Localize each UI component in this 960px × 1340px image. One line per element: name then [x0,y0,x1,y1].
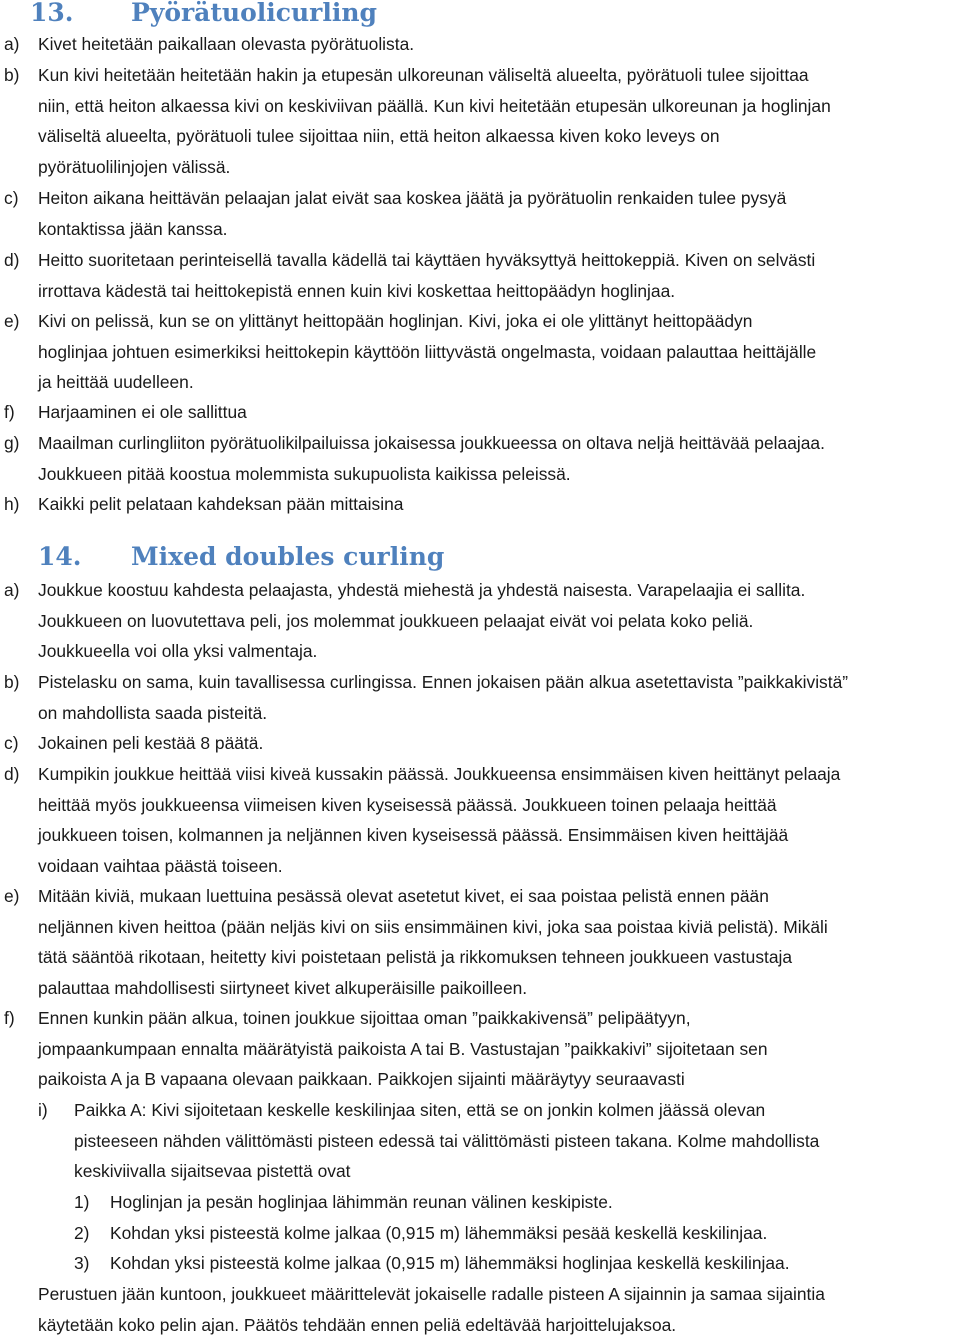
list-marker: i) [38,1100,48,1120]
list-marker: 3) [74,1253,90,1273]
list-marker: e) [4,311,20,331]
list-marker: 1) [74,1192,90,1212]
list-marker: a) [4,580,20,600]
list-marker: c) [4,188,19,208]
list-marker: b) [4,65,20,85]
text-line: Kumpikin joukkue heittää viisi kiveä kussakin päässä. Joukkueensa ensimmäisen kiven heittänyt pelaaja [38,764,841,784]
section-title: Pyörätuolicurling [131,0,377,27]
text-line: Joukkueen pitää koostua molemmista sukupuolista kaikissa peleissä. [38,463,571,484]
section-number: 13. [30,0,74,27]
text-line: ja heittää uudelleen. [38,372,194,393]
text-line: Maailman curlingliiton pyörätuolikilpailuissa jokaisessa joukkueessa on oltava neljä heittävää pelaajaa. [38,433,825,453]
text-line: paikoista A ja B vapaana olevaan paikkaan. Paikkojen sijainti määräytyy seuraavasti [38,1069,685,1090]
text-line: Kivet heitetään paikallaan olevasta pyörätuolista. [38,34,415,54]
text-line: voidaan vaihtaa päästä toiseen. [38,856,283,877]
text-line: joukkueen toisen, kolmannen ja neljännen kiven kyseisessä päässä. Ensimmäisen kiven heittäjää [38,825,789,846]
text-line: Perustuen jään kuntoon, joukkueet määrittelevät jokaiselle radalle pisteen A sijainnin ja samaa sijaintia [38,1284,825,1304]
list-marker: a) [4,34,20,54]
list-marker: c) [4,733,19,753]
text-line: väliseltä alueelta, pyörätuoli tulee sijoittaa niin, että heiton alkaessa kiven koko leveys on [38,126,720,147]
list-marker: d) [4,764,20,784]
list-marker: f) [4,1008,15,1028]
list-marker: g) [4,433,20,453]
section-number: 14. [38,542,82,571]
list-marker: h) [4,494,20,514]
text-line: tätä sääntöä rikotaan, heitetty kivi poistetaan pelistä ja rikkomuksen tehneen joukkueen vastustaja [38,947,793,968]
text-line: keskiviivalla sijaitsevaa pistettä ovat [74,1161,351,1182]
text-line: Joukkueen on luovutettava peli, jos molemmat joukkueen pelaajat eivät voi pelata koko peliä. [38,610,754,631]
text-line: palauttaa mahdollisesti siirtyneet kivet alkuperäisille paikoilleen. [38,978,528,999]
text-line: Joukkueella voi olla yksi valmentaja. [38,641,318,662]
text-line: on mahdollista saada pisteitä. [38,702,268,723]
text-line: Jokainen peli kestää 8 päätä. [38,733,264,753]
text-line: neljännen kiven heittoa (pään neljäs kivi on siis ensimmäinen kivi, joka saa poistaa kiviä pelistä). Mikäli [38,916,828,937]
text-line: Harjaaminen ei ole sallittua [38,402,247,422]
text-line: Kun kivi heitetään heitetään hakin ja etupesän ulkoreunan väliseltä alueelta, pyörätuoli tulee sijoittaa [38,65,809,85]
list-marker: 2) [74,1223,90,1243]
text-line: Heiton aikana heittävän pelaajan jalat eivät saa koskea jäätä ja pyörätuolin renkaiden tulee pysyä [38,188,787,208]
text-line: Joukkue koostuu kahdesta pelaajasta, yhdestä miehestä ja yhdestä naisesta. Varapelaajia ei sallita. [38,580,806,600]
text-line: käytetään koko pelin ajan. Päätös tehdään ennen peliä edeltävää harjoittelujaksoa. [38,1314,677,1335]
text-line: Kohdan yksi pisteestä kolme jalkaa (0,915 m) lähemmäksi pesää keskellä keskilinjaa. [110,1223,768,1243]
text-line: irrottava kädestä tai heittokepistä ennen kuin kivi koskettaa heittopäädyn hoglinjaa. [38,280,676,301]
list-marker: f) [4,402,15,422]
list-marker: d) [4,250,20,270]
text-line: hoglinjaa johtuen esimerkiksi heittokepin käyttöön liittyvästä ongelmasta, voidaan palauttaa heittäjälle [38,341,817,362]
text-line: Kivi on pelissä, kun se on ylittänyt heittopään hoglinjan. Kivi, joka ei ole ylittänyt heittopäädyn [38,311,753,331]
text-line: Paikka A: Kivi sijoitetaan keskelle keskilinjaa siten, että se on jonkin kolmen jäässä olevan [74,1100,766,1120]
list-marker: e) [4,886,20,906]
text-line: pisteeseen nähden välittömästi pisteen edessä tai välittömästi pisteen takana. Kolme mahdollista [74,1130,820,1151]
text-line: kontaktissa jään kanssa. [38,218,228,239]
section-13-heading [30,0,377,28]
text-line: Pistelasku on sama, kuin tavallisessa curlingissa. Ennen jokaisen pään alkua asetettavista ”paikkakivistä” [38,672,849,692]
list-marker: b) [4,672,20,692]
section-14-heading [38,542,444,572]
text-line: niin, että heiton alkaessa kivi on keskiviivan päällä. Kun kivi heitetään etupesän ulkoreunan ja hoglinjan [38,95,831,116]
text-line: heittää myös joukkueensa viimeisen kiven kyseisessä päässä. Joukkueen toinen pelaaja heittää [38,794,777,815]
text-line: Ennen kunkin pään alkua, toinen joukkue sijoittaa oman ”paikkakivensä” pelipäätyyn, [38,1008,691,1028]
text-line: Heitto suoritetaan perinteisellä tavalla kädellä tai käyttäen hyväksyttyä heittokeppiä. Kiven on selvästi [38,250,816,270]
text-line: Hoglinjan ja pesän hoglinjaa lähimmän reunan välinen keskipiste. [110,1192,613,1212]
text-line: jompaankumpaan ennalta määrätyistä paikoista A tai B. Vastustajan ”paikkakivi” sijoitetaan sen [38,1038,768,1059]
text-line: pyörätuolilinjojen välissä. [38,157,231,178]
text-line: Mitään kiviä, mukaan luettuina pesässä olevat asetetut kivet, ei saa poistaa pelistä ennen pään [38,886,769,906]
text-line: Kohdan yksi pisteestä kolme jalkaa (0,915 m) lähemmäksi hoglinjaa keskellä keskilinjaa. [110,1253,790,1273]
text-line: Kaikki pelit pelataan kahdeksan pään mittaisina [38,494,404,514]
section-title: Mixed doubles curling [131,542,445,571]
